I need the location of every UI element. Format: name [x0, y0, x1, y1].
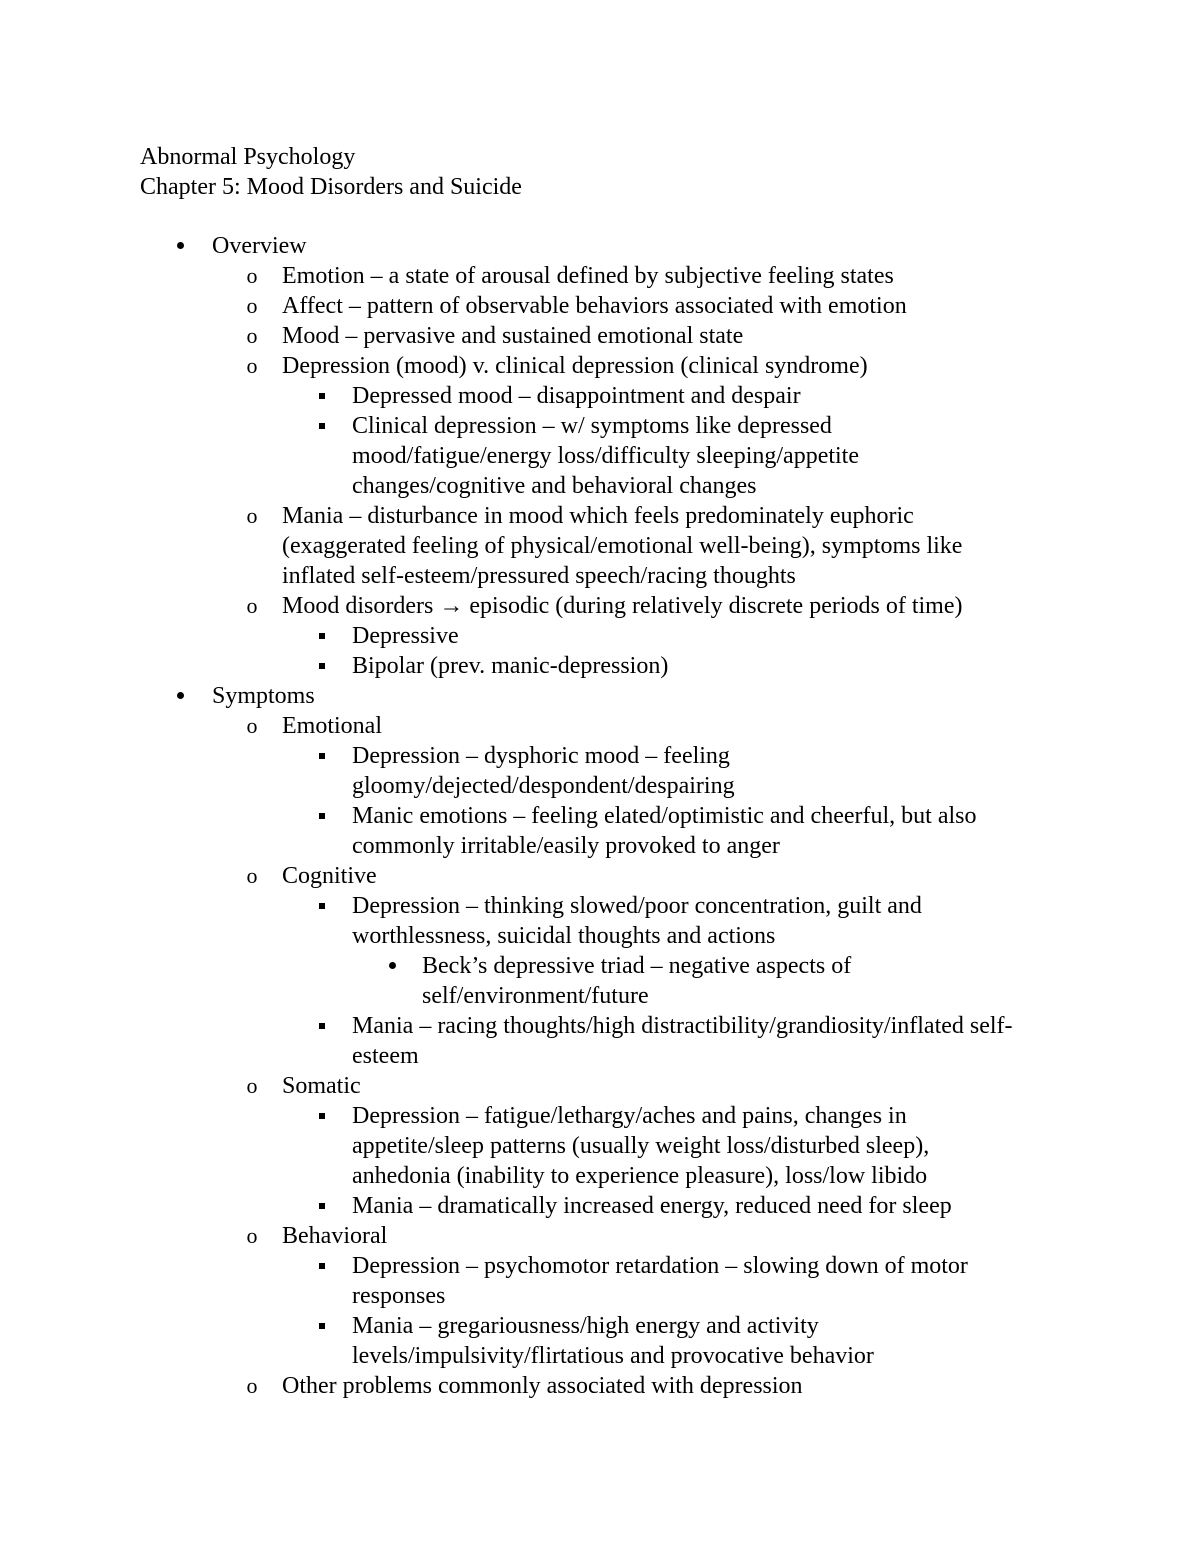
item-text: Affect – pattern of observable behaviors associated with emotion	[282, 293, 907, 319]
list-item-behavioral	[212, 1221, 1070, 1371]
item-label: Symptoms	[212, 683, 315, 709]
list-item-emotional	[212, 711, 1070, 861]
circle-bullet-icon: o	[246, 353, 258, 378]
item-text: Cognitive	[282, 863, 377, 889]
outline-list	[140, 231, 1070, 1401]
list-item-emotion	[212, 261, 1070, 291]
document-page	[140, 142, 1070, 1401]
list-item-depressive	[282, 621, 1070, 651]
text-line: Clinical depression – w/ symptoms like depressed	[352, 413, 832, 439]
square-bullet-icon	[312, 381, 332, 411]
text-line: inflated self-esteem/pressured speech/racing thoughts	[282, 563, 796, 589]
circle-bullet-icon: o	[246, 863, 258, 888]
text-line: worthlessness, suicidal thoughts and actions	[352, 923, 776, 949]
list-item-mood	[212, 321, 1070, 351]
sublist-mood-disorders	[282, 621, 1070, 681]
list-item-depression	[212, 351, 1070, 501]
square-bullet-icon	[312, 1191, 332, 1221]
square-bullet-icon	[312, 1101, 332, 1131]
item-text: Bipolar (prev. manic-depression)	[352, 653, 669, 679]
sublist-emotional	[282, 741, 1070, 861]
item-text: Other problems commonly associated with depression	[282, 1373, 803, 1399]
text-line: mood/fatigue/energy loss/difficulty sleeping/appetite	[352, 443, 859, 469]
square-bullet-icon	[312, 741, 332, 771]
sublist-behavioral	[282, 1251, 1070, 1371]
list-item-mood-disorders	[212, 591, 1070, 681]
square-bullet-icon	[312, 801, 332, 831]
circle-bullet-icon: o	[246, 1223, 258, 1248]
list-item-somatic	[212, 1071, 1070, 1221]
item-text: Depressed mood – disappointment and despair	[352, 383, 801, 409]
square-bullet-icon	[312, 1251, 332, 1281]
square-bullet-icon	[312, 891, 332, 921]
list-item-somatic-depression	[282, 1101, 1070, 1191]
list-item-emotional-depression	[282, 741, 1070, 801]
text-line: self/environment/future	[422, 983, 649, 1009]
list-item-behavioral-depression	[282, 1251, 1070, 1311]
list-item-overview	[140, 231, 1070, 681]
text-line: anhedonia (inability to experience pleasure), loss/low libido	[352, 1163, 928, 1189]
circle-bullet-icon: o	[246, 263, 258, 288]
text-line: Mania – disturbance in mood which feels predominately euphoric	[282, 503, 914, 529]
blank-line	[140, 202, 1070, 231]
text-line: commonly irritable/easily provoked to anger	[352, 833, 780, 859]
sublist-beck	[352, 951, 1070, 1011]
text-line: Manic emotions – feeling elated/optimistic and cheerful, but also	[352, 803, 977, 829]
sublist-somatic	[282, 1101, 1070, 1221]
text-line: Depression – dysphoric mood – feeling	[352, 743, 730, 769]
list-item-beck	[352, 951, 1070, 1011]
circle-bullet-icon: o	[246, 503, 258, 528]
list-item-other-problems	[212, 1371, 1070, 1401]
list-item-clinical-depression	[282, 411, 1070, 501]
item-text: Mania – dramatically increased energy, reduced need for sleep	[352, 1193, 952, 1219]
text-line: esteem	[352, 1043, 419, 1069]
item-text: Behavioral	[282, 1223, 388, 1249]
circle-bullet-icon: o	[246, 593, 258, 618]
list-item-symptoms	[140, 681, 1070, 1401]
list-item-mania	[212, 501, 1070, 591]
item-text: Depressive	[352, 623, 459, 649]
square-bullet-icon	[312, 411, 332, 441]
item-text: Depression (mood) v. clinical depression (clinical syndrome)	[282, 353, 868, 379]
square-bullet-icon	[312, 651, 332, 681]
bullet-icon	[382, 951, 402, 981]
list-item-bipolar	[282, 651, 1070, 681]
list-item-cognitive-mania	[282, 1011, 1070, 1071]
list-item-somatic-mania	[282, 1191, 1070, 1221]
list-item-depressed-mood	[282, 381, 1070, 411]
text-line: Beck’s depressive triad – negative aspects of	[422, 953, 852, 979]
square-bullet-icon	[312, 1311, 332, 1341]
item-text: Emotional	[282, 713, 382, 739]
sublist-depression	[282, 381, 1070, 501]
text-line: (exaggerated feeling of physical/emotional well-being), symptoms like	[282, 533, 963, 559]
item-text: Mood disorders → episodic (during relatively discrete periods of time)	[282, 593, 963, 619]
circle-bullet-icon: o	[246, 1373, 258, 1398]
course-title: Abnormal Psychology	[140, 144, 356, 170]
item-text: Emotion – a state of arousal defined by subjective feeling states	[282, 263, 894, 289]
sublist-symptoms	[212, 711, 1070, 1401]
square-bullet-icon	[312, 1011, 332, 1041]
text-line: levels/impulsivity/flirtatious and provocative behavior	[352, 1343, 874, 1369]
sublist-overview	[212, 261, 1070, 681]
list-item-cognitive-depression	[282, 891, 1070, 1011]
chapter-title: Chapter 5: Mood Disorders and Suicide	[140, 174, 522, 200]
circle-bullet-icon: o	[246, 1073, 258, 1098]
bullet-icon	[170, 231, 190, 261]
text-line: appetite/sleep patterns (usually weight loss/disturbed sleep),	[352, 1133, 930, 1159]
list-item-emotional-manic	[282, 801, 1070, 861]
item-label: Overview	[212, 233, 307, 259]
text-line: gloomy/dejected/despondent/despairing	[352, 773, 735, 799]
circle-bullet-icon: o	[246, 323, 258, 348]
text-line: Depression – fatigue/lethargy/aches and pains, changes in	[352, 1103, 907, 1129]
sublist-cognitive	[282, 891, 1070, 1071]
item-text: Somatic	[282, 1073, 361, 1099]
square-bullet-icon	[312, 621, 332, 651]
text-line: Mania – gregariousness/high energy and activity	[352, 1313, 819, 1339]
text-line: Mania – racing thoughts/high distractibility/grandiosity/inflated self-	[352, 1013, 1013, 1039]
text-line: Depression – thinking slowed/poor concentration, guilt and	[352, 893, 922, 919]
text-line: Depression – psychomotor retardation – slowing down of motor	[352, 1253, 968, 1279]
list-item-cognitive	[212, 861, 1070, 1071]
circle-bullet-icon: o	[246, 293, 258, 318]
list-item-affect	[212, 291, 1070, 321]
circle-bullet-icon: o	[246, 713, 258, 738]
bullet-icon	[170, 681, 190, 711]
list-item-behavioral-mania	[282, 1311, 1070, 1371]
item-text: Mood – pervasive and sustained emotional state	[282, 323, 744, 349]
text-line: changes/cognitive and behavioral changes	[352, 473, 757, 499]
text-line: responses	[352, 1283, 446, 1309]
